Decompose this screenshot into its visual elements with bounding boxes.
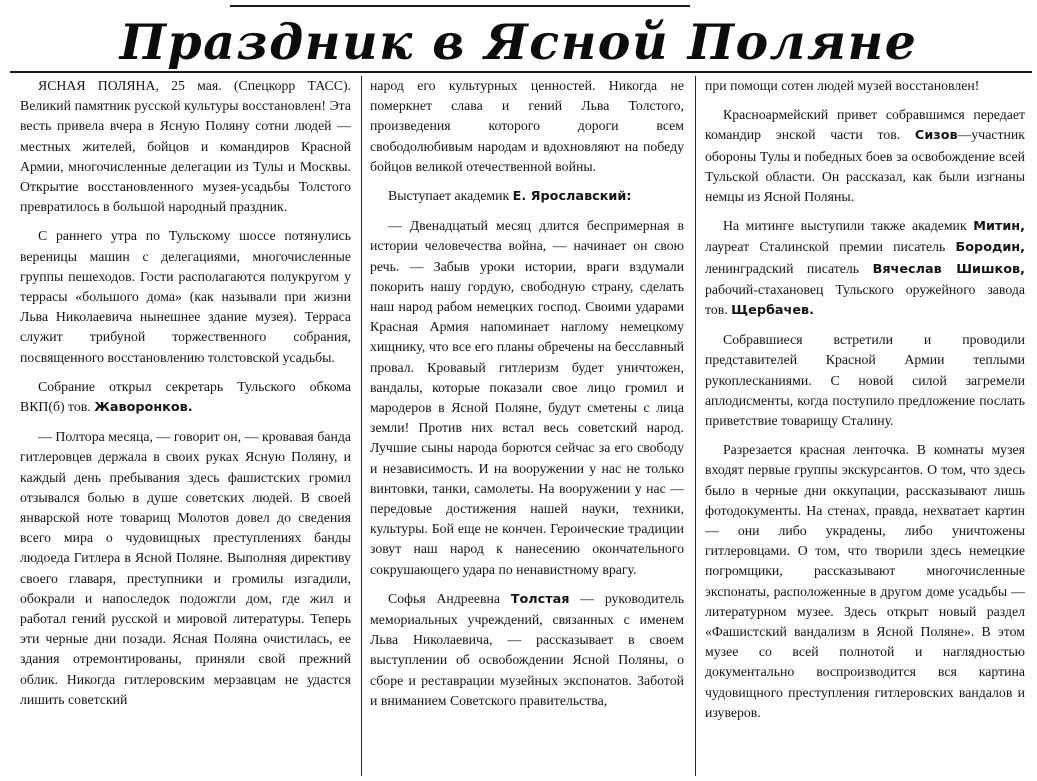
paragraph bbox=[370, 589, 684, 711]
paragraph: народ его культурных ценностей. Никогда не померкнет слава и гений Льва Толстого, произведения которого дороги всем свободолюбивым народам и вдохновляют на победу бойцов великой отечественной войны. bbox=[370, 78, 684, 174]
paragraph-text: На митинге выступили также академик bbox=[723, 218, 974, 234]
column-divider bbox=[361, 76, 362, 776]
column-3 bbox=[705, 76, 1025, 776]
person-name: Толстая bbox=[510, 591, 570, 607]
paragraph-text: ленинградский писатель bbox=[705, 260, 873, 276]
person-name: Вячеслав Шишков, bbox=[872, 261, 1025, 277]
person-name: Бородин, bbox=[955, 240, 1025, 256]
column-1 bbox=[20, 76, 351, 776]
paragraph-text: —участник обороны Тулы и победных боев за освобождение всей Тульской области. Он рассказал, как были изгнаны немцы из Ясной Поляны. bbox=[705, 127, 1025, 205]
paragraph: С раннего утра по Тульскому шоссе потянулись вереницы машин с делегациями, многочисленные группы пешеходов. Гости располагаются полукругом у террасы «большого дома» (как называли при жизни Льва Николаевича нынешнее здание музея). Терраса служит трибуной торжественного собрания, посвященного восстановлению толстовской усадьбы. bbox=[20, 228, 351, 365]
column-2 bbox=[370, 76, 684, 776]
paragraph-text: лауреат Сталинской премии писатель bbox=[705, 239, 956, 255]
paragraph: — Полтора месяца, — говорит он, — кровавая банда гитлеровцев держала в своих руках Ясную Поляну, и каждый день пребывания здесь фашистских громил отзывался болью в душе советских людей. В своей январской ноте товарищ Молотов довел до сведения всего мира о чудовищных преступлениях банды людоеда Гитлера в Ясной Поляне. Выполняя директиву своего главаря, преступники и громилы изгадили, обокрали и напоследок подожгли дом, где жил и работал гений русской и мировой литературы. Теперь эти черные дни позади. Ясная Поляна очистилась, ее здания отремонтированы, приняли свой прежний облик. Никогда гитлеровским мерзавцам не удастся лишить советский bbox=[20, 429, 351, 707]
person-name: Жаворонков. bbox=[94, 400, 193, 416]
column-divider bbox=[695, 76, 696, 776]
paragraph: при помощи сотен людей музей восстановлен! bbox=[705, 78, 980, 93]
paragraph bbox=[705, 216, 1025, 321]
paragraph: Собравшиеся встретили и проводили представителей Красной Армии теплыми рукоплесканиями. С новой силой загремели аплодисменты, когда поступило предложение послать приветствие товарищу Сталину. bbox=[705, 332, 1025, 429]
top-rule bbox=[230, 5, 690, 7]
person-name: Е. Ярославский: bbox=[512, 189, 632, 205]
paragraph bbox=[705, 105, 1025, 207]
headline: Праздник в Ясной Поляне bbox=[119, 13, 918, 71]
paragraph: — Двенадцатый месяц длится беспримерная в истории человечества война, — начинает он свою речь. — Забыв уроки истории, враги вздумали покорить нашу гордую, свободную страну, сделать наш народ рабом немецких господ. Своими ударами Красная Армия напоминает наглому немецкому хищнику, что все его планы обречены на бесславный провал. Кровавый гитлеризм будет уничтожен, вандалы, которые показали свое лицо громил и мародеров в Ясной Поляне, будут сметены с лица земли! Против них встал весь советский народ. Лучшие сыны народа борются сейчас за его свободу и независимость. И на вооружении у нас не только винтовки, танки, самолеты. На вооружении у нас — передовые достижения нашей науки, техники, культуры. Бой еще не кончен. Героические традиции зовут наш народ к нанесению окончательного сокрушающего удара по ненавистному врагу. bbox=[370, 218, 684, 577]
paragraph: Разрезается красная ленточка. В комнаты музея входят первые группы экскурсантов. О том, что здесь было в черные дни оккупации, рассказывают лишь фотодокументы. На стенах, правда, нехватает картин — они либо украдены, либо уничтожены гитлеровцами. О том, что творили здесь немецкие погромщики, рассказывают многочисленные экспонаты, расположенные в другом доме усадьбы — литературном музее. Здесь открыт новый раздел «Фашистский вандализм в Ясной Поляне». В этом музее со всей полнотой и наглядностью документально воспроизводится вся картина чудовищного преступления гитлеровских вандалов и изуверов. bbox=[705, 442, 1025, 720]
paragraph-text: — руководитель мемориальных учреждений, связанных с именем Льва Николаевича, — рассказывает в своем выступлении об освобождении Ясной Поляны, о сборе и реставрации музейных экспонатов. Заботой и вниманием Советского правительства, bbox=[370, 590, 684, 708]
headline-rule bbox=[10, 71, 1032, 73]
paragraph bbox=[20, 377, 351, 418]
paragraph-text: рабочий-стахановец Тульского оружейного завода тов. bbox=[705, 281, 1025, 318]
paragraph-text: Софья Андреевна bbox=[388, 590, 511, 606]
paragraph-text: Красноармейский привет собравшимся передает командир энской части тов. bbox=[705, 107, 1025, 143]
paragraph: ЯСНАЯ ПОЛЯНА, 25 мая. (Спецкорр ТАСС). Великий памятник русской культуры восстановлен! Эта весть привела вчера в Ясную Поляну сотни людей — местных жителей, бойцов и командиров Красной Армии, многочисленные делегации из Тулы и Москвы. Открытие восстановленного музея-усадьбы Толстого превратилось в большой народный праздник. bbox=[20, 78, 351, 215]
person-name: Щербачев. bbox=[731, 303, 814, 319]
paragraph-text: Собрание открыл секретарь Тульского обкома ВКП(б) тов. bbox=[20, 378, 351, 415]
paragraph bbox=[370, 186, 684, 207]
person-name: Митин, bbox=[973, 219, 1025, 235]
person-name: Сизов bbox=[914, 128, 958, 144]
paragraph-text: Выступает академик bbox=[388, 188, 513, 204]
